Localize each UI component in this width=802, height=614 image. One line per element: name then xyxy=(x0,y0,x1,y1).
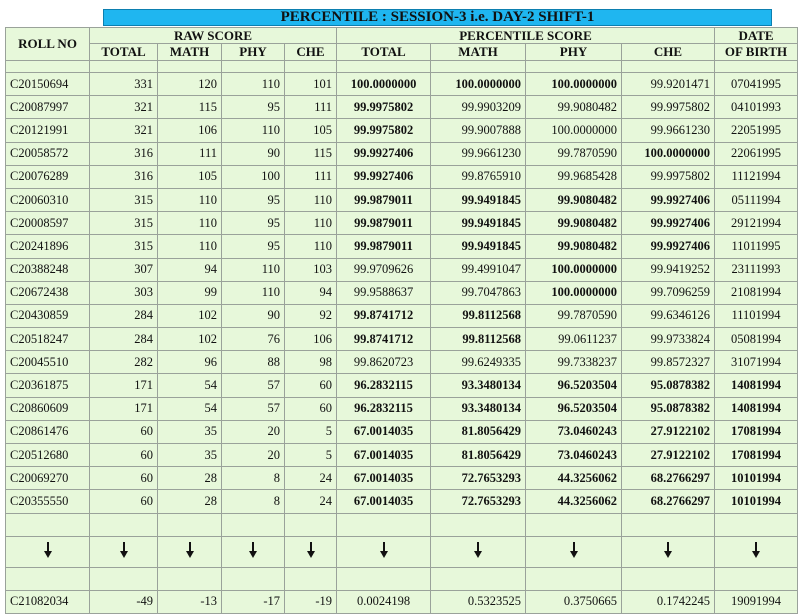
table-row xyxy=(6,258,798,281)
table-row xyxy=(6,142,798,165)
pct-phy-cell: 100.0000000 xyxy=(526,119,622,142)
dob-cell: 10101994 xyxy=(715,490,798,513)
roll-no-cell: C20060310 xyxy=(6,188,90,211)
pct-phy-cell: 73.0460243 xyxy=(526,444,622,467)
table-row xyxy=(6,73,798,96)
pct-math-cell: 99.6249335 xyxy=(431,351,526,374)
pct-che-cell: 99.8572327 xyxy=(622,351,715,374)
raw-che-cell: 101 xyxy=(285,73,337,96)
down-arrow-icon xyxy=(186,542,194,558)
dob-cell: 11101994 xyxy=(715,304,798,327)
roll-no-cell: C20008597 xyxy=(6,212,90,235)
raw-math-cell: 106 xyxy=(158,119,222,142)
blank-row xyxy=(6,567,798,590)
roll-no-cell: C20069270 xyxy=(6,467,90,490)
raw-total-cell: 316 xyxy=(90,142,158,165)
pct-math-cell: 81.8056429 xyxy=(431,444,526,467)
raw-che-cell: 110 xyxy=(285,212,337,235)
raw-math-cell: 96 xyxy=(158,351,222,374)
pct-total-cell: 99.9879011 xyxy=(337,188,431,211)
raw-total-cell: 60 xyxy=(90,444,158,467)
table-row xyxy=(6,397,798,420)
blank-row xyxy=(6,513,798,536)
arrow-cell xyxy=(158,536,222,567)
dob-cell: 05081994 xyxy=(715,328,798,351)
table-row xyxy=(6,374,798,397)
table-row xyxy=(6,328,798,351)
pct-math-cell: 99.8112568 xyxy=(431,304,526,327)
down-arrow-icon xyxy=(44,542,52,558)
pct-math-cell: 99.9661230 xyxy=(431,142,526,165)
pct-phy-cell: 100.0000000 xyxy=(526,258,622,281)
pct-phy-cell: 100.0000000 xyxy=(526,73,622,96)
pct-phy-cell: 99.9080482 xyxy=(526,212,622,235)
table-row xyxy=(6,304,798,327)
roll-no-header: ROLL NO xyxy=(6,28,90,61)
dob-cell: 29121994 xyxy=(715,212,798,235)
raw-phy-cell: -17 xyxy=(222,590,285,613)
pct-che-cell: 27.9122102 xyxy=(622,420,715,443)
raw-total-cell: 60 xyxy=(90,490,158,513)
pct-total-cell: 99.8741712 xyxy=(337,304,431,327)
down-arrow-icon xyxy=(752,542,760,558)
raw-total-cell: -49 xyxy=(90,590,158,613)
blank-cell xyxy=(337,513,431,536)
pct-total-cell: 100.0000000 xyxy=(337,73,431,96)
pct-total-cell: 67.0014035 xyxy=(337,490,431,513)
raw-math-cell: 120 xyxy=(158,73,222,96)
pct-che-cell: 99.9927406 xyxy=(622,235,715,258)
down-arrow-icon xyxy=(249,542,257,558)
blank-cell xyxy=(285,513,337,536)
pct-phy-cell: 99.0611237 xyxy=(526,328,622,351)
pct-math-cell: 99.8765910 xyxy=(431,165,526,188)
arrow-cell xyxy=(526,536,622,567)
raw-total-cell: 331 xyxy=(90,73,158,96)
dob-cell: 11011995 xyxy=(715,235,798,258)
pct-math-cell: 0.5323525 xyxy=(431,590,526,613)
pct-phy-cell: 73.0460243 xyxy=(526,420,622,443)
raw-phy-cell: 95 xyxy=(222,96,285,119)
raw-che-cell: 110 xyxy=(285,235,337,258)
arrow-cell xyxy=(431,536,526,567)
table-row xyxy=(6,420,798,443)
pct-total-cell: 67.0014035 xyxy=(337,444,431,467)
down-arrow-icon xyxy=(380,542,388,558)
raw-math-cell: 111 xyxy=(158,142,222,165)
blank-cell xyxy=(90,567,158,590)
pct-total-cell: 96.2832115 xyxy=(337,397,431,420)
pct-math-cell: 93.3480134 xyxy=(431,397,526,420)
blank-cell xyxy=(431,567,526,590)
continuation-arrow-row xyxy=(6,536,798,567)
dob-cell: 05111994 xyxy=(715,188,798,211)
raw-che-cell: 5 xyxy=(285,420,337,443)
blank-cell xyxy=(222,513,285,536)
raw-total-cell: 321 xyxy=(90,119,158,142)
raw-math-cell: 99 xyxy=(158,281,222,304)
raw-total-cell: 303 xyxy=(90,281,158,304)
raw-math-cell: 28 xyxy=(158,467,222,490)
roll-no-cell: C20121991 xyxy=(6,119,90,142)
spacer-row xyxy=(6,61,798,73)
roll-no-cell: C20388248 xyxy=(6,258,90,281)
pct-che-cell: 99.6346126 xyxy=(622,304,715,327)
table-row xyxy=(6,444,798,467)
down-arrow-icon xyxy=(474,542,482,558)
table-row xyxy=(6,351,798,374)
raw-phy-cell: 110 xyxy=(222,119,285,142)
pct-che-cell: 99.9733824 xyxy=(622,328,715,351)
pct-total-cell: 99.9927406 xyxy=(337,165,431,188)
raw-math-cell: 35 xyxy=(158,420,222,443)
pct-che-cell: 0.1742245 xyxy=(622,590,715,613)
raw-che-cell: 103 xyxy=(285,258,337,281)
pct-phy-cell: 99.9685428 xyxy=(526,165,622,188)
raw-math-cell: 110 xyxy=(158,188,222,211)
pct-che-cell: 99.9661230 xyxy=(622,119,715,142)
raw-phy-cell: 110 xyxy=(222,258,285,281)
table-row xyxy=(6,212,798,235)
pct-math-cell: 99.4991047 xyxy=(431,258,526,281)
raw-che-cell: -19 xyxy=(285,590,337,613)
raw-total-cell: 171 xyxy=(90,374,158,397)
roll-no-cell: C20241896 xyxy=(6,235,90,258)
raw-che-cell: 60 xyxy=(285,397,337,420)
blank-cell xyxy=(158,513,222,536)
raw-che-cell: 60 xyxy=(285,374,337,397)
arrow-cell xyxy=(337,536,431,567)
pct-phy-cell: 44.3256062 xyxy=(526,490,622,513)
table-row xyxy=(6,490,798,513)
dob-header-line2: OF BIRTH xyxy=(715,44,798,61)
pct-phy-cell: 99.9080482 xyxy=(526,188,622,211)
dob-cell: 23111993 xyxy=(715,258,798,281)
raw-che-cell: 105 xyxy=(285,119,337,142)
dob-cell: 14081994 xyxy=(715,374,798,397)
pct-phy-cell: 99.9080482 xyxy=(526,96,622,119)
blank-cell xyxy=(158,567,222,590)
pct-math-cell: 99.9007888 xyxy=(431,119,526,142)
raw-math-cell: 105 xyxy=(158,165,222,188)
raw-phy-cell: 95 xyxy=(222,212,285,235)
down-arrow-icon xyxy=(307,542,315,558)
raw-phy-header: PHY xyxy=(222,44,285,61)
percentile-table xyxy=(5,27,798,614)
raw-che-cell: 106 xyxy=(285,328,337,351)
roll-no-cell: C20045510 xyxy=(6,351,90,374)
pct-total-cell: 99.9588637 xyxy=(337,281,431,304)
pct-math-cell: 99.9491845 xyxy=(431,212,526,235)
dob-cell: 14081994 xyxy=(715,397,798,420)
roll-no-cell: C20150694 xyxy=(6,73,90,96)
raw-che-cell: 115 xyxy=(285,142,337,165)
raw-math-cell: -13 xyxy=(158,590,222,613)
raw-che-cell: 92 xyxy=(285,304,337,327)
raw-che-cell: 98 xyxy=(285,351,337,374)
raw-phy-cell: 90 xyxy=(222,142,285,165)
pct-math-cell: 99.9491845 xyxy=(431,235,526,258)
blank-cell xyxy=(526,513,622,536)
dob-cell: 17081994 xyxy=(715,444,798,467)
pct-che-cell: 27.9122102 xyxy=(622,444,715,467)
pct-total-cell: 99.9927406 xyxy=(337,142,431,165)
dob-header-line1: DATE xyxy=(715,28,798,44)
raw-total-cell: 284 xyxy=(90,328,158,351)
raw-total-cell: 307 xyxy=(90,258,158,281)
raw-phy-cell: 20 xyxy=(222,420,285,443)
dob-cell: 22051995 xyxy=(715,119,798,142)
raw-phy-cell: 95 xyxy=(222,188,285,211)
roll-no-cell: C20518247 xyxy=(6,328,90,351)
raw-total-cell: 315 xyxy=(90,188,158,211)
raw-total-cell: 315 xyxy=(90,235,158,258)
raw-phy-cell: 88 xyxy=(222,351,285,374)
pct-phy-cell: 100.0000000 xyxy=(526,281,622,304)
percentile-score-header: PERCENTILE SCORE xyxy=(337,28,715,44)
pct-che-cell: 99.9201471 xyxy=(622,73,715,96)
raw-math-header: MATH xyxy=(158,44,222,61)
raw-math-cell: 54 xyxy=(158,397,222,420)
raw-phy-cell: 110 xyxy=(222,281,285,304)
dob-cell: 22061995 xyxy=(715,142,798,165)
raw-che-cell: 111 xyxy=(285,96,337,119)
blank-cell xyxy=(337,567,431,590)
pct-phy-cell: 99.7338237 xyxy=(526,351,622,374)
pct-che-header: CHE xyxy=(622,44,715,61)
dob-cell: 10101994 xyxy=(715,467,798,490)
dob-cell: 07041995 xyxy=(715,73,798,96)
raw-phy-cell: 57 xyxy=(222,374,285,397)
raw-phy-cell: 110 xyxy=(222,73,285,96)
pct-math-cell: 99.7047863 xyxy=(431,281,526,304)
blank-cell xyxy=(526,567,622,590)
raw-score-header: RAW SCORE xyxy=(90,28,337,44)
arrow-cell xyxy=(90,536,158,567)
roll-no-cell: C20672438 xyxy=(6,281,90,304)
pct-math-cell: 72.7653293 xyxy=(431,467,526,490)
raw-total-cell: 316 xyxy=(90,165,158,188)
down-arrow-icon xyxy=(120,542,128,558)
raw-total-cell: 315 xyxy=(90,212,158,235)
down-arrow-icon xyxy=(570,542,578,558)
pct-total-header: TOTAL xyxy=(337,44,431,61)
pct-total-cell: 0.0024198 xyxy=(337,590,431,613)
raw-che-cell: 110 xyxy=(285,188,337,211)
dob-cell: 04101993 xyxy=(715,96,798,119)
raw-total-cell: 284 xyxy=(90,304,158,327)
table-row xyxy=(6,467,798,490)
pct-total-cell: 99.9975802 xyxy=(337,96,431,119)
pct-che-cell: 100.0000000 xyxy=(622,142,715,165)
raw-phy-cell: 76 xyxy=(222,328,285,351)
raw-math-cell: 110 xyxy=(158,212,222,235)
pct-math-cell: 81.8056429 xyxy=(431,420,526,443)
pct-math-cell: 99.8112568 xyxy=(431,328,526,351)
pct-math-cell: 100.0000000 xyxy=(431,73,526,96)
table-row xyxy=(6,165,798,188)
raw-total-header: TOTAL xyxy=(90,44,158,61)
pct-total-cell: 96.2832115 xyxy=(337,374,431,397)
roll-no-cell: C20512680 xyxy=(6,444,90,467)
raw-math-cell: 35 xyxy=(158,444,222,467)
raw-phy-cell: 95 xyxy=(222,235,285,258)
raw-che-cell: 5 xyxy=(285,444,337,467)
blank-cell xyxy=(222,567,285,590)
pct-che-cell: 68.2766297 xyxy=(622,467,715,490)
table-row xyxy=(6,119,798,142)
table-row xyxy=(6,96,798,119)
arrow-cell xyxy=(715,536,798,567)
pct-total-cell: 99.8620723 xyxy=(337,351,431,374)
pct-che-cell: 95.0878382 xyxy=(622,397,715,420)
pct-phy-header: PHY xyxy=(526,44,622,61)
roll-no-cell: C20430859 xyxy=(6,304,90,327)
raw-total-cell: 171 xyxy=(90,397,158,420)
raw-che-cell: 94 xyxy=(285,281,337,304)
raw-total-cell: 60 xyxy=(90,467,158,490)
pct-math-cell: 99.9903209 xyxy=(431,96,526,119)
raw-phy-cell: 8 xyxy=(222,490,285,513)
raw-math-cell: 110 xyxy=(158,235,222,258)
raw-math-cell: 54 xyxy=(158,374,222,397)
pct-che-cell: 99.9975802 xyxy=(622,165,715,188)
pct-phy-cell: 99.9080482 xyxy=(526,235,622,258)
pct-total-cell: 99.9975802 xyxy=(337,119,431,142)
blank-cell xyxy=(6,567,90,590)
pct-phy-cell: 99.7870590 xyxy=(526,304,622,327)
blank-cell xyxy=(6,513,90,536)
blank-cell xyxy=(715,567,798,590)
arrow-cell xyxy=(285,536,337,567)
report-title: PERCENTILE : SESSION-3 i.e. DAY-2 SHIFT-1 xyxy=(103,9,772,26)
raw-che-cell: 24 xyxy=(285,490,337,513)
raw-math-cell: 102 xyxy=(158,328,222,351)
arrow-cell xyxy=(622,536,715,567)
dob-cell: 11121994 xyxy=(715,165,798,188)
pct-total-cell: 67.0014035 xyxy=(337,467,431,490)
raw-che-cell: 111 xyxy=(285,165,337,188)
raw-phy-cell: 90 xyxy=(222,304,285,327)
raw-che-header: CHE xyxy=(285,44,337,61)
dob-cell: 21081994 xyxy=(715,281,798,304)
raw-phy-cell: 57 xyxy=(222,397,285,420)
blank-cell xyxy=(622,567,715,590)
pct-math-header: MATH xyxy=(431,44,526,61)
arrow-cell xyxy=(222,536,285,567)
arrow-cell xyxy=(6,536,90,567)
pct-total-cell: 99.9879011 xyxy=(337,235,431,258)
roll-no-cell: C20355550 xyxy=(6,490,90,513)
table-row xyxy=(6,188,798,211)
blank-cell xyxy=(622,513,715,536)
pct-phy-cell: 99.7870590 xyxy=(526,142,622,165)
down-arrow-icon xyxy=(664,542,672,558)
pct-phy-cell: 0.3750665 xyxy=(526,590,622,613)
table-body xyxy=(6,61,798,614)
pct-math-cell: 72.7653293 xyxy=(431,490,526,513)
raw-math-cell: 115 xyxy=(158,96,222,119)
pct-math-cell: 99.9491845 xyxy=(431,188,526,211)
raw-math-cell: 94 xyxy=(158,258,222,281)
pct-total-cell: 99.9709626 xyxy=(337,258,431,281)
raw-total-cell: 282 xyxy=(90,351,158,374)
pct-che-cell: 99.9927406 xyxy=(622,188,715,211)
blank-cell xyxy=(285,567,337,590)
dob-cell: 19091994 xyxy=(715,590,798,613)
table-row xyxy=(6,281,798,304)
pct-che-cell: 95.0878382 xyxy=(622,374,715,397)
dob-cell: 17081994 xyxy=(715,420,798,443)
blank-cell xyxy=(715,513,798,536)
pct-math-cell: 93.3480134 xyxy=(431,374,526,397)
roll-no-cell: C20087997 xyxy=(6,96,90,119)
roll-no-cell: C20361875 xyxy=(6,374,90,397)
roll-no-cell: C20861476 xyxy=(6,420,90,443)
raw-math-cell: 102 xyxy=(158,304,222,327)
raw-phy-cell: 100 xyxy=(222,165,285,188)
raw-total-cell: 60 xyxy=(90,420,158,443)
pct-che-cell: 99.9419252 xyxy=(622,258,715,281)
raw-math-cell: 28 xyxy=(158,490,222,513)
dob-cell: 31071994 xyxy=(715,351,798,374)
pct-che-cell: 99.9975802 xyxy=(622,96,715,119)
pct-total-cell: 99.8741712 xyxy=(337,328,431,351)
raw-phy-cell: 8 xyxy=(222,467,285,490)
pct-phy-cell: 96.5203504 xyxy=(526,397,622,420)
roll-no-cell: C21082034 xyxy=(6,590,90,613)
raw-che-cell: 24 xyxy=(285,467,337,490)
pct-che-cell: 99.7096259 xyxy=(622,281,715,304)
blank-cell xyxy=(90,513,158,536)
pct-total-cell: 67.0014035 xyxy=(337,420,431,443)
blank-cell xyxy=(431,513,526,536)
roll-no-cell: C20076289 xyxy=(6,165,90,188)
raw-total-cell: 321 xyxy=(90,96,158,119)
table-row xyxy=(6,235,798,258)
roll-no-cell: C20058572 xyxy=(6,142,90,165)
pct-total-cell: 99.9879011 xyxy=(337,212,431,235)
pct-phy-cell: 96.5203504 xyxy=(526,374,622,397)
pct-che-cell: 68.2766297 xyxy=(622,490,715,513)
pct-phy-cell: 44.3256062 xyxy=(526,467,622,490)
raw-phy-cell: 20 xyxy=(222,444,285,467)
pct-che-cell: 99.9927406 xyxy=(622,212,715,235)
roll-no-cell: C20860609 xyxy=(6,397,90,420)
